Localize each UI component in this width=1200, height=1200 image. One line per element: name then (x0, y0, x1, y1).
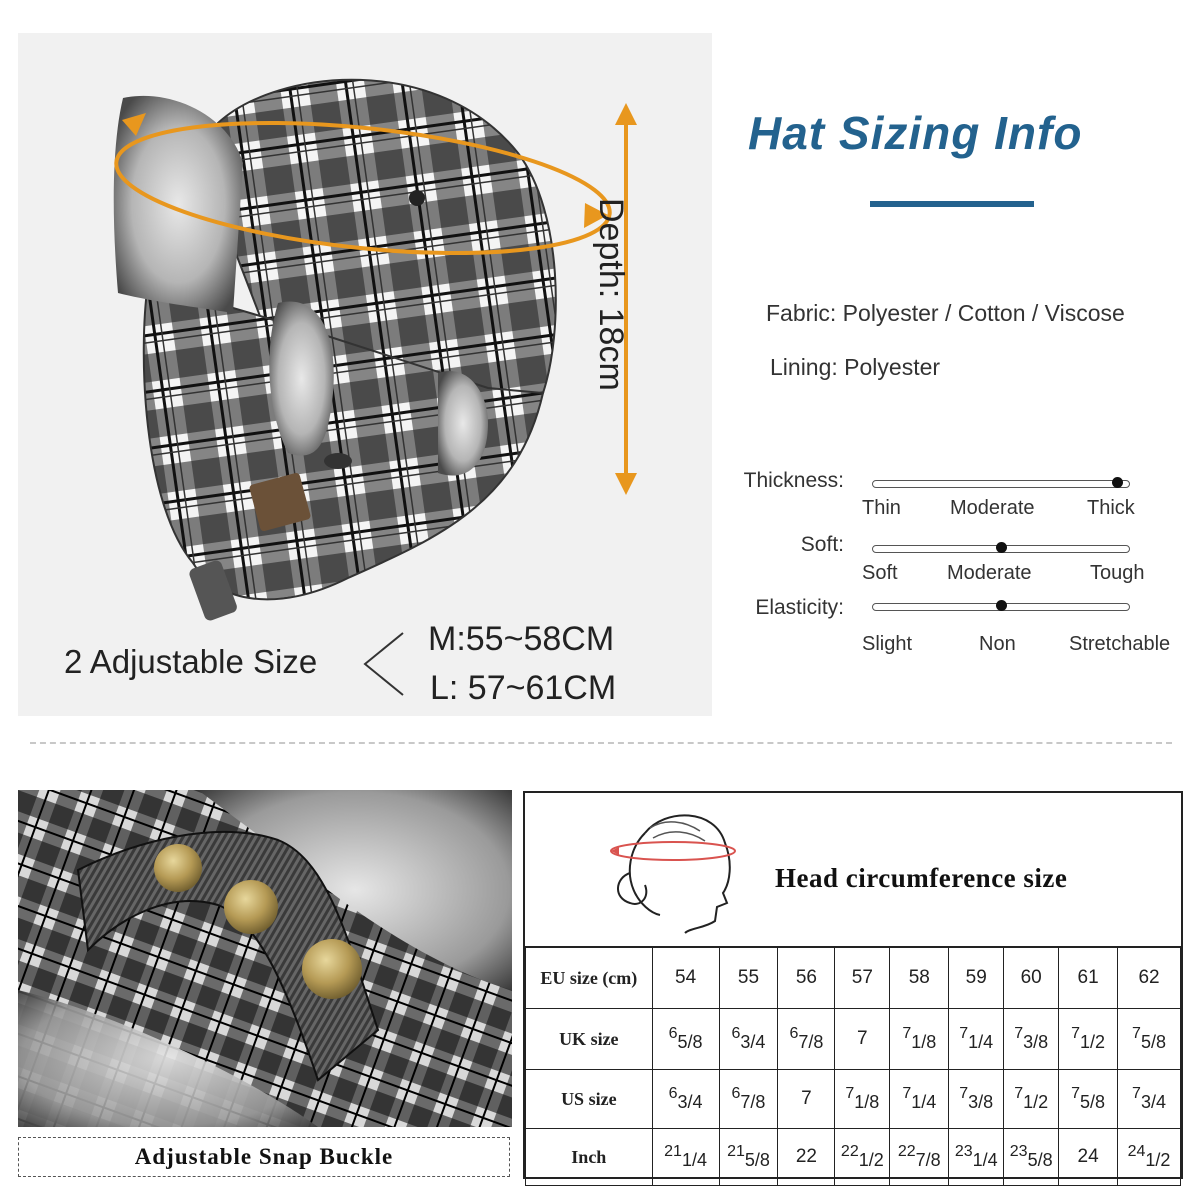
size-cell: $^7_{1/4}$ (890, 1070, 949, 1129)
thickness-scale (872, 480, 1130, 488)
size-l-label: L: 57~61CM (430, 669, 617, 707)
thickness-tick-low: Thin (862, 497, 901, 519)
thickness-label: Thickness: (743, 469, 844, 492)
soft-scale (872, 545, 1130, 553)
size-cell: $^{24}_{1/2}$ (1118, 1129, 1181, 1186)
size-cell: $^7_{5/8}$ (1059, 1070, 1118, 1129)
thickness-tick-mid: Moderate (950, 497, 1035, 519)
size-cell: 59 (949, 948, 1004, 1009)
size-cell: $^{23}_{1/4}$ (949, 1129, 1004, 1186)
size-table-header (525, 793, 1181, 947)
elasticity-scale (872, 603, 1130, 611)
buckle-caption: Adjustable Snap Buckle (18, 1137, 510, 1177)
size-table-title: Head circumference size (775, 863, 1068, 893)
size-cell: $^{21}_{5/8}$ (719, 1129, 778, 1186)
size-row (526, 1129, 1181, 1186)
elasticity-tick-high: Stretchable (1069, 633, 1171, 655)
size-row (526, 1009, 1181, 1070)
size-cell: $^7_{1/4}$ (949, 1009, 1004, 1070)
size-cell: $^7_{3/8}$ (1004, 1009, 1059, 1070)
size-cell: 24 (1059, 1129, 1118, 1186)
size-row-label: Inch (526, 1129, 653, 1186)
size-row-label: UK size (526, 1009, 653, 1070)
title-underline (870, 201, 1034, 207)
size-cell: $^6_{3/4}$ (652, 1070, 719, 1129)
size-cell: 54 (652, 948, 719, 1009)
thickness-tick-high: Thick (1087, 497, 1135, 519)
fabric-spec: Fabric: Polyester / Cotton / Viscose (766, 300, 1125, 326)
elasticity-tick-low: Slight (862, 633, 913, 655)
size-cell: 7 (778, 1070, 835, 1129)
elasticity-tick-mid: Non (979, 633, 1016, 655)
size-cell: $^7_{3/8}$ (949, 1070, 1004, 1129)
thickness-marker (1112, 477, 1123, 488)
size-cell: $^6_{3/4}$ (719, 1009, 778, 1070)
soft-tick-high: Tough (1090, 562, 1145, 584)
size-cell: $^7_{1/2}$ (1059, 1009, 1118, 1070)
size-cell: 57 (835, 948, 890, 1009)
size-row (526, 1070, 1181, 1129)
size-cell: $^7_{1/8}$ (890, 1009, 949, 1070)
head-measure-icon (605, 803, 745, 938)
size-cell: $^6_{5/8}$ (652, 1009, 719, 1070)
size-cell: $^{21}_{1/4}$ (652, 1129, 719, 1186)
snap-buckle-photo (18, 790, 512, 1127)
size-cell: $^{22}_{1/2}$ (835, 1129, 890, 1186)
soft-tick-low: Soft (862, 562, 898, 584)
adjustable-size-label: 2 Adjustable Size (64, 643, 318, 680)
size-cell: 22 (778, 1129, 835, 1186)
size-cell: 58 (890, 948, 949, 1009)
elasticity-label: Elasticity: (755, 596, 844, 619)
depth-label: Depth: 18cm (592, 198, 630, 391)
soft-tick-mid: Moderate (947, 562, 1032, 584)
size-row-label: EU size (cm) (526, 948, 653, 1009)
size-cell: $^7_{1/2}$ (1004, 1070, 1059, 1129)
size-cell: $^{23}_{5/8}$ (1004, 1129, 1059, 1186)
size-row (526, 948, 1181, 1009)
size-row-label: US size (526, 1070, 653, 1129)
hat-image-panel (18, 33, 712, 716)
size-cell: 60 (1004, 948, 1059, 1009)
size-cell: 62 (1118, 948, 1181, 1009)
lining-spec: Lining: Polyester (770, 354, 941, 380)
soft-label: Soft: (800, 533, 844, 556)
size-cell: 7 (835, 1009, 890, 1070)
size-m-label: M:55~58CM (428, 620, 615, 658)
soft-marker (996, 542, 1007, 553)
size-cell: 56 (778, 948, 835, 1009)
size-cell: $^{22}_{7/8}$ (890, 1129, 949, 1186)
elasticity-marker (996, 600, 1007, 611)
size-cell: $^6_{7/8}$ (719, 1070, 778, 1129)
size-cell: $^6_{7/8}$ (778, 1009, 835, 1070)
size-table (523, 791, 1183, 1179)
size-grid (525, 947, 1181, 1186)
size-cell: $^7_{5/8}$ (1118, 1009, 1181, 1070)
size-cell: 55 (719, 948, 778, 1009)
section-divider (30, 742, 1172, 744)
size-cell: $^7_{1/8}$ (835, 1070, 890, 1129)
size-cell: $^7_{3/4}$ (1118, 1070, 1181, 1129)
page-title: Hat Sizing Info (748, 107, 1083, 159)
size-cell: 61 (1059, 948, 1118, 1009)
